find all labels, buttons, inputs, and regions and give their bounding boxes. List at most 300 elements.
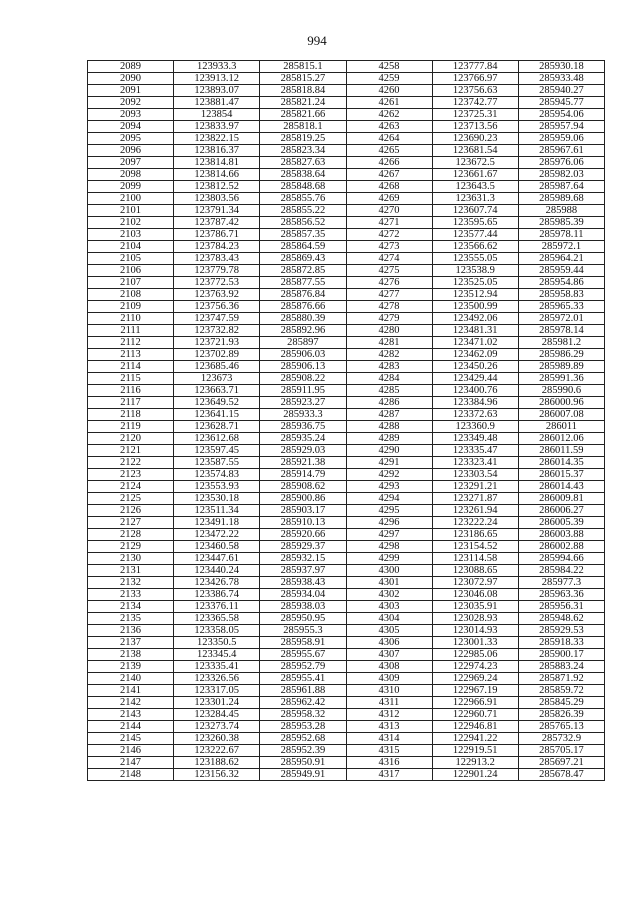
table-row [88, 625, 605, 637]
point-number-left-cell: 2132 [88, 577, 174, 589]
y-coordinate-left-cell: 285961.88 [260, 685, 346, 697]
point-number-right-cell: 4314 [346, 733, 432, 745]
x-coordinate-left-cell: 123460.58 [174, 541, 260, 553]
point-number-left-cell: 2101 [88, 205, 174, 217]
x-coordinate-left-cell: 123721.93 [174, 337, 260, 349]
table-row [88, 721, 605, 733]
x-coordinate-left-cell: 123783.43 [174, 253, 260, 265]
point-number-right-cell: 4299 [346, 553, 432, 565]
y-coordinate-right-cell: 285697.21 [518, 757, 604, 769]
x-coordinate-right-cell: 123500.99 [432, 301, 518, 313]
x-coordinate-left-cell: 123284.45 [174, 709, 260, 721]
y-coordinate-right-cell: 285883.24 [518, 661, 604, 673]
point-number-left-cell: 2137 [88, 637, 174, 649]
point-number-right-cell: 4296 [346, 517, 432, 529]
y-coordinate-right-cell: 285989.89 [518, 361, 604, 373]
point-number-right-cell: 4263 [346, 121, 432, 133]
y-coordinate-right-cell: 285981.2 [518, 337, 604, 349]
x-coordinate-left-cell: 123376.11 [174, 601, 260, 613]
point-number-left-cell: 2131 [88, 565, 174, 577]
y-coordinate-right-cell: 285933.48 [518, 73, 604, 85]
x-coordinate-right-cell: 123643.5 [432, 181, 518, 193]
y-coordinate-left-cell: 285855.76 [260, 193, 346, 205]
x-coordinate-left-cell: 123881.47 [174, 97, 260, 109]
x-coordinate-left-cell: 123772.53 [174, 277, 260, 289]
y-coordinate-right-cell: 286015.37 [518, 469, 604, 481]
point-number-left-cell: 2148 [88, 769, 174, 781]
y-coordinate-left-cell: 285856.52 [260, 217, 346, 229]
x-coordinate-left-cell: 123933.3 [174, 61, 260, 73]
point-number-right-cell: 4273 [346, 241, 432, 253]
x-coordinate-right-cell: 123222.24 [432, 517, 518, 529]
x-coordinate-right-cell: 123725.31 [432, 109, 518, 121]
y-coordinate-left-cell: 285869.43 [260, 253, 346, 265]
point-number-right-cell: 4290 [346, 445, 432, 457]
x-coordinate-left-cell: 123574.83 [174, 469, 260, 481]
table-row [88, 277, 605, 289]
table-row [88, 313, 605, 325]
table-row [88, 217, 605, 229]
x-coordinate-right-cell: 123512.94 [432, 289, 518, 301]
table-row [88, 649, 605, 661]
y-coordinate-left-cell: 285821.24 [260, 97, 346, 109]
x-coordinate-right-cell: 123072.97 [432, 577, 518, 589]
x-coordinate-left-cell: 123511.34 [174, 505, 260, 517]
x-coordinate-right-cell: 123525.05 [432, 277, 518, 289]
x-coordinate-right-cell: 123335.47 [432, 445, 518, 457]
table-row [88, 661, 605, 673]
y-coordinate-right-cell: 285986.29 [518, 349, 604, 361]
point-number-right-cell: 4265 [346, 145, 432, 157]
y-coordinate-left-cell: 285958.32 [260, 709, 346, 721]
y-coordinate-left-cell: 285932.15 [260, 553, 346, 565]
x-coordinate-left-cell: 123365.58 [174, 613, 260, 625]
point-number-right-cell: 4279 [346, 313, 432, 325]
point-number-left-cell: 2121 [88, 445, 174, 457]
x-coordinate-left-cell: 123350.5 [174, 637, 260, 649]
x-coordinate-right-cell: 123631.3 [432, 193, 518, 205]
y-coordinate-right-cell: 285972.01 [518, 313, 604, 325]
y-coordinate-right-cell: 285967.61 [518, 145, 604, 157]
y-coordinate-right-cell: 285991.36 [518, 373, 604, 385]
point-number-left-cell: 2093 [88, 109, 174, 121]
x-coordinate-right-cell: 122919.51 [432, 745, 518, 757]
point-number-left-cell: 2141 [88, 685, 174, 697]
x-coordinate-right-cell: 123261.94 [432, 505, 518, 517]
point-number-right-cell: 4276 [346, 277, 432, 289]
y-coordinate-left-cell: 285823.34 [260, 145, 346, 157]
y-coordinate-left-cell: 285815.1 [260, 61, 346, 73]
table-row [88, 97, 605, 109]
point-number-left-cell: 2113 [88, 349, 174, 361]
y-coordinate-left-cell: 285955.41 [260, 673, 346, 685]
point-number-right-cell: 4300 [346, 565, 432, 577]
point-number-right-cell: 4316 [346, 757, 432, 769]
y-coordinate-left-cell: 285906.03 [260, 349, 346, 361]
y-coordinate-right-cell: 285972.1 [518, 241, 604, 253]
table-row [88, 133, 605, 145]
y-coordinate-right-cell: 285871.92 [518, 673, 604, 685]
point-number-left-cell: 2119 [88, 421, 174, 433]
point-number-left-cell: 2108 [88, 289, 174, 301]
x-coordinate-right-cell: 123681.54 [432, 145, 518, 157]
point-number-right-cell: 4307 [346, 649, 432, 661]
point-number-right-cell: 4259 [346, 73, 432, 85]
y-coordinate-left-cell: 285818.1 [260, 121, 346, 133]
x-coordinate-left-cell: 123628.71 [174, 421, 260, 433]
x-coordinate-right-cell: 123360.9 [432, 421, 518, 433]
x-coordinate-left-cell: 123156.32 [174, 769, 260, 781]
point-number-right-cell: 4287 [346, 409, 432, 421]
point-number-right-cell: 4281 [346, 337, 432, 349]
x-coordinate-left-cell: 123649.52 [174, 397, 260, 409]
point-number-left-cell: 2090 [88, 73, 174, 85]
table-row [88, 193, 605, 205]
table-row [88, 709, 605, 721]
x-coordinate-right-cell: 123088.65 [432, 565, 518, 577]
y-coordinate-right-cell: 285990.6 [518, 385, 604, 397]
point-number-left-cell: 2096 [88, 145, 174, 157]
table-row [88, 373, 605, 385]
y-coordinate-left-cell: 285892.96 [260, 325, 346, 337]
point-number-right-cell: 4277 [346, 289, 432, 301]
x-coordinate-right-cell: 122960.71 [432, 709, 518, 721]
y-coordinate-left-cell: 285958.91 [260, 637, 346, 649]
x-coordinate-right-cell: 123035.91 [432, 601, 518, 613]
x-coordinate-left-cell: 123326.56 [174, 673, 260, 685]
x-coordinate-left-cell: 123426.78 [174, 577, 260, 589]
table-row [88, 757, 605, 769]
point-number-right-cell: 4315 [346, 745, 432, 757]
x-coordinate-right-cell: 123462.09 [432, 349, 518, 361]
x-coordinate-right-cell: 123481.31 [432, 325, 518, 337]
y-coordinate-right-cell: 286014.43 [518, 481, 604, 493]
point-number-right-cell: 4302 [346, 589, 432, 601]
y-coordinate-left-cell: 285908.22 [260, 373, 346, 385]
table-row [88, 601, 605, 613]
x-coordinate-right-cell: 123154.52 [432, 541, 518, 553]
x-coordinate-left-cell: 123814.81 [174, 157, 260, 169]
x-coordinate-left-cell: 123816.37 [174, 145, 260, 157]
y-coordinate-right-cell: 285963.36 [518, 589, 604, 601]
x-coordinate-left-cell: 123597.45 [174, 445, 260, 457]
point-number-right-cell: 4268 [346, 181, 432, 193]
x-coordinate-right-cell: 123014.93 [432, 625, 518, 637]
point-number-right-cell: 4271 [346, 217, 432, 229]
x-coordinate-right-cell: 123271.87 [432, 493, 518, 505]
y-coordinate-left-cell: 285877.55 [260, 277, 346, 289]
table-row [88, 169, 605, 181]
table-row [88, 733, 605, 745]
y-coordinate-right-cell: 285930.18 [518, 61, 604, 73]
x-coordinate-left-cell: 123784.23 [174, 241, 260, 253]
x-coordinate-left-cell: 123641.15 [174, 409, 260, 421]
point-number-right-cell: 4278 [346, 301, 432, 313]
x-coordinate-right-cell: 122946.81 [432, 721, 518, 733]
y-coordinate-right-cell: 285954.86 [518, 277, 604, 289]
y-coordinate-right-cell: 285918.33 [518, 637, 604, 649]
point-number-right-cell: 4274 [346, 253, 432, 265]
x-coordinate-left-cell: 123317.05 [174, 685, 260, 697]
point-number-right-cell: 4284 [346, 373, 432, 385]
x-coordinate-right-cell: 123595.65 [432, 217, 518, 229]
point-number-left-cell: 2110 [88, 313, 174, 325]
x-coordinate-left-cell: 123791.34 [174, 205, 260, 217]
point-number-right-cell: 4306 [346, 637, 432, 649]
y-coordinate-right-cell: 286005.39 [518, 517, 604, 529]
table-row [88, 73, 605, 85]
x-coordinate-left-cell: 123833.97 [174, 121, 260, 133]
point-number-right-cell: 4270 [346, 205, 432, 217]
point-number-right-cell: 4294 [346, 493, 432, 505]
y-coordinate-left-cell: 285955.67 [260, 649, 346, 661]
x-coordinate-left-cell: 123273.74 [174, 721, 260, 733]
point-number-left-cell: 2147 [88, 757, 174, 769]
y-coordinate-left-cell: 285876.66 [260, 301, 346, 313]
y-coordinate-left-cell: 285929.37 [260, 541, 346, 553]
point-number-right-cell: 4292 [346, 469, 432, 481]
point-number-left-cell: 2107 [88, 277, 174, 289]
x-coordinate-left-cell: 123472.22 [174, 529, 260, 541]
table-row [88, 457, 605, 469]
x-coordinate-right-cell: 123777.84 [432, 61, 518, 73]
y-coordinate-left-cell: 285838.64 [260, 169, 346, 181]
table-row [88, 445, 605, 457]
x-coordinate-right-cell: 122901.24 [432, 769, 518, 781]
x-coordinate-right-cell: 123672.5 [432, 157, 518, 169]
y-coordinate-left-cell: 285938.03 [260, 601, 346, 613]
point-number-left-cell: 2146 [88, 745, 174, 757]
x-coordinate-left-cell: 123854 [174, 109, 260, 121]
point-number-right-cell: 4260 [346, 85, 432, 97]
y-coordinate-left-cell: 285827.63 [260, 157, 346, 169]
x-coordinate-right-cell: 123028.93 [432, 613, 518, 625]
x-coordinate-right-cell: 123661.67 [432, 169, 518, 181]
point-number-left-cell: 2106 [88, 265, 174, 277]
x-coordinate-left-cell: 123358.05 [174, 625, 260, 637]
y-coordinate-left-cell: 285949.91 [260, 769, 346, 781]
y-coordinate-right-cell: 286007.08 [518, 409, 604, 421]
coordinates-table-body [88, 61, 605, 781]
x-coordinate-right-cell: 123566.62 [432, 241, 518, 253]
x-coordinate-left-cell: 123685.46 [174, 361, 260, 373]
point-number-right-cell: 4280 [346, 325, 432, 337]
x-coordinate-left-cell: 123345.4 [174, 649, 260, 661]
x-coordinate-left-cell: 123812.52 [174, 181, 260, 193]
x-coordinate-left-cell: 123702.89 [174, 349, 260, 361]
x-coordinate-right-cell: 122967.19 [432, 685, 518, 697]
point-number-left-cell: 2134 [88, 601, 174, 613]
y-coordinate-right-cell: 285982.03 [518, 169, 604, 181]
x-coordinate-right-cell: 123186.65 [432, 529, 518, 541]
table-row [88, 469, 605, 481]
x-coordinate-right-cell: 123001.33 [432, 637, 518, 649]
point-number-right-cell: 4304 [346, 613, 432, 625]
x-coordinate-right-cell: 122974.23 [432, 661, 518, 673]
point-number-left-cell: 2127 [88, 517, 174, 529]
point-number-right-cell: 4291 [346, 457, 432, 469]
point-number-left-cell: 2114 [88, 361, 174, 373]
y-coordinate-left-cell: 285933.3 [260, 409, 346, 421]
y-coordinate-right-cell: 286012.06 [518, 433, 604, 445]
point-number-left-cell: 2098 [88, 169, 174, 181]
x-coordinate-right-cell: 123607.74 [432, 205, 518, 217]
y-coordinate-right-cell: 285978.11 [518, 229, 604, 241]
y-coordinate-left-cell: 285819.25 [260, 133, 346, 145]
point-number-right-cell: 4264 [346, 133, 432, 145]
x-coordinate-right-cell: 123450.26 [432, 361, 518, 373]
point-number-right-cell: 4310 [346, 685, 432, 697]
x-coordinate-right-cell: 123046.08 [432, 589, 518, 601]
point-number-left-cell: 2117 [88, 397, 174, 409]
point-number-right-cell: 4289 [346, 433, 432, 445]
point-number-right-cell: 4313 [346, 721, 432, 733]
y-coordinate-left-cell: 285880.39 [260, 313, 346, 325]
point-number-right-cell: 4286 [346, 397, 432, 409]
x-coordinate-right-cell: 123756.63 [432, 85, 518, 97]
y-coordinate-right-cell: 286009.81 [518, 493, 604, 505]
point-number-left-cell: 2135 [88, 613, 174, 625]
point-number-left-cell: 2118 [88, 409, 174, 421]
x-coordinate-left-cell: 123188.62 [174, 757, 260, 769]
x-coordinate-left-cell: 123673 [174, 373, 260, 385]
point-number-left-cell: 2128 [88, 529, 174, 541]
x-coordinate-left-cell: 123763.92 [174, 289, 260, 301]
x-coordinate-right-cell: 123384.96 [432, 397, 518, 409]
y-coordinate-left-cell: 285920.66 [260, 529, 346, 541]
point-number-left-cell: 2126 [88, 505, 174, 517]
x-coordinate-right-cell: 122985.06 [432, 649, 518, 661]
y-coordinate-right-cell: 285859.72 [518, 685, 604, 697]
table-row [88, 553, 605, 565]
point-number-right-cell: 4309 [346, 673, 432, 685]
y-coordinate-right-cell: 285959.44 [518, 265, 604, 277]
point-number-right-cell: 4267 [346, 169, 432, 181]
point-number-right-cell: 4266 [346, 157, 432, 169]
y-coordinate-left-cell: 285848.68 [260, 181, 346, 193]
x-coordinate-right-cell: 123492.06 [432, 313, 518, 325]
table-row [88, 61, 605, 73]
y-coordinate-right-cell: 286000.96 [518, 397, 604, 409]
x-coordinate-left-cell: 123386.74 [174, 589, 260, 601]
point-number-left-cell: 2133 [88, 589, 174, 601]
point-number-right-cell: 4261 [346, 97, 432, 109]
y-coordinate-right-cell: 285958.83 [518, 289, 604, 301]
table-row [88, 301, 605, 313]
y-coordinate-left-cell: 285955.3 [260, 625, 346, 637]
x-coordinate-right-cell: 122966.91 [432, 697, 518, 709]
y-coordinate-right-cell: 285948.62 [518, 613, 604, 625]
x-coordinate-left-cell: 123491.18 [174, 517, 260, 529]
x-coordinate-left-cell: 123335.41 [174, 661, 260, 673]
y-coordinate-left-cell: 285864.59 [260, 241, 346, 253]
y-coordinate-right-cell: 285945.77 [518, 97, 604, 109]
y-coordinate-left-cell: 285910.13 [260, 517, 346, 529]
point-number-left-cell: 2103 [88, 229, 174, 241]
table-row [88, 205, 605, 217]
x-coordinate-left-cell: 123803.56 [174, 193, 260, 205]
point-number-right-cell: 4262 [346, 109, 432, 121]
y-coordinate-right-cell: 285959.06 [518, 133, 604, 145]
x-coordinate-left-cell: 123822.15 [174, 133, 260, 145]
y-coordinate-left-cell: 285929.03 [260, 445, 346, 457]
point-number-left-cell: 2116 [88, 385, 174, 397]
point-number-left-cell: 2099 [88, 181, 174, 193]
x-coordinate-left-cell: 123612.68 [174, 433, 260, 445]
x-coordinate-left-cell: 123447.61 [174, 553, 260, 565]
y-coordinate-left-cell: 285818.84 [260, 85, 346, 97]
table-row [88, 409, 605, 421]
x-coordinate-right-cell: 123555.05 [432, 253, 518, 265]
y-coordinate-right-cell: 286011.59 [518, 445, 604, 457]
point-number-right-cell: 4295 [346, 505, 432, 517]
y-coordinate-left-cell: 285855.22 [260, 205, 346, 217]
table-row [88, 685, 605, 697]
x-coordinate-right-cell: 123713.56 [432, 121, 518, 133]
table-row [88, 349, 605, 361]
point-number-left-cell: 2145 [88, 733, 174, 745]
x-coordinate-right-cell: 123766.97 [432, 73, 518, 85]
x-coordinate-right-cell: 122913.2 [432, 757, 518, 769]
y-coordinate-right-cell: 285940.27 [518, 85, 604, 97]
y-coordinate-right-cell: 286014.35 [518, 457, 604, 469]
table-row [88, 361, 605, 373]
x-coordinate-right-cell: 123690.23 [432, 133, 518, 145]
y-coordinate-left-cell: 285952.79 [260, 661, 346, 673]
x-coordinate-right-cell: 123471.02 [432, 337, 518, 349]
y-coordinate-right-cell: 285826.39 [518, 709, 604, 721]
x-coordinate-right-cell: 123400.76 [432, 385, 518, 397]
table-row [88, 229, 605, 241]
point-number-left-cell: 2109 [88, 301, 174, 313]
table-row [88, 181, 605, 193]
x-coordinate-left-cell: 123913.12 [174, 73, 260, 85]
table-row [88, 157, 605, 169]
table-row [88, 265, 605, 277]
x-coordinate-left-cell: 123756.36 [174, 301, 260, 313]
y-coordinate-left-cell: 285921.38 [260, 457, 346, 469]
point-number-right-cell: 4272 [346, 229, 432, 241]
table-row [88, 241, 605, 253]
y-coordinate-right-cell: 285989.68 [518, 193, 604, 205]
table-row [88, 529, 605, 541]
point-number-left-cell: 2095 [88, 133, 174, 145]
x-coordinate-left-cell: 123530.18 [174, 493, 260, 505]
point-number-right-cell: 4258 [346, 61, 432, 73]
table-row [88, 85, 605, 97]
y-coordinate-right-cell: 285956.31 [518, 601, 604, 613]
point-number-right-cell: 4297 [346, 529, 432, 541]
y-coordinate-right-cell: 285985.39 [518, 217, 604, 229]
x-coordinate-left-cell: 123553.93 [174, 481, 260, 493]
x-coordinate-right-cell: 123372.63 [432, 409, 518, 421]
y-coordinate-right-cell: 286006.27 [518, 505, 604, 517]
table-row [88, 385, 605, 397]
x-coordinate-left-cell: 123786.71 [174, 229, 260, 241]
table-row [88, 637, 605, 649]
point-number-right-cell: 4303 [346, 601, 432, 613]
x-coordinate-right-cell: 123291.21 [432, 481, 518, 493]
y-coordinate-left-cell: 285908.62 [260, 481, 346, 493]
x-coordinate-right-cell: 123538.9 [432, 265, 518, 277]
table-row [88, 493, 605, 505]
y-coordinate-left-cell: 285952.68 [260, 733, 346, 745]
table-row [88, 541, 605, 553]
x-coordinate-left-cell: 123260.38 [174, 733, 260, 745]
y-coordinate-right-cell: 285954.06 [518, 109, 604, 121]
y-coordinate-left-cell: 285900.86 [260, 493, 346, 505]
y-coordinate-left-cell: 285936.75 [260, 421, 346, 433]
